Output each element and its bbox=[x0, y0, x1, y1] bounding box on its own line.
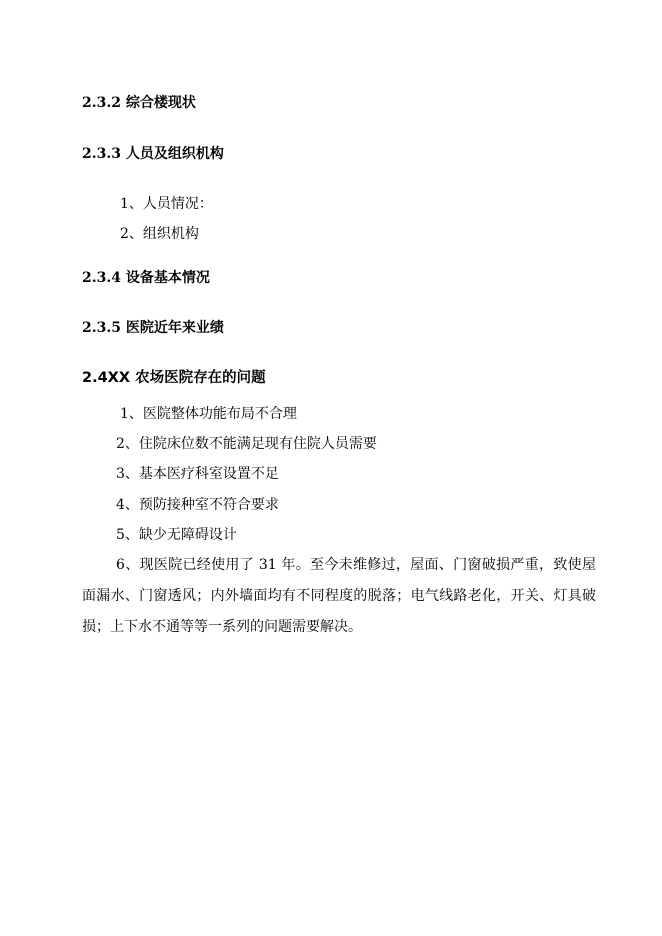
heading-2-3-3: 2.3.3 人员及组织机构 bbox=[82, 146, 224, 162]
heading-2-3-5: 2.3.5 医院近年来业绩 bbox=[82, 320, 224, 336]
list-item: 1、医院整体功能布局不合理 bbox=[120, 406, 297, 422]
body-paragraph: 6、现医院已经使用了 31 年。至今未维修过，屋面、门窗破损严重，致使屋面漏水、门窗透风；内外墙面均有不同程度的脱落；电气线路老化，开关、灯具破损；上下水不通等等一系列的问题需要解决。 bbox=[82, 557, 596, 635]
list-item: 5、缺少无障碍设计 bbox=[116, 527, 237, 543]
list-item: 3、基本医疗科室设置不足 bbox=[116, 466, 279, 482]
list-item: 1、人员情况： bbox=[120, 196, 213, 212]
heading-2-4: 2.4XX 农场医院存在的问题 bbox=[82, 370, 266, 386]
list-item: 2、组织机构 bbox=[120, 226, 199, 242]
heading-2-3-2: 2.3.2 综合楼现状 bbox=[82, 95, 196, 111]
heading-2-3-4: 2.3.4 设备基本情况 bbox=[82, 270, 210, 286]
list-item: 2、住院床位数不能满足现有住院人员需要 bbox=[116, 436, 377, 452]
list-item: 4、预防接种室不符合要求 bbox=[116, 497, 279, 513]
